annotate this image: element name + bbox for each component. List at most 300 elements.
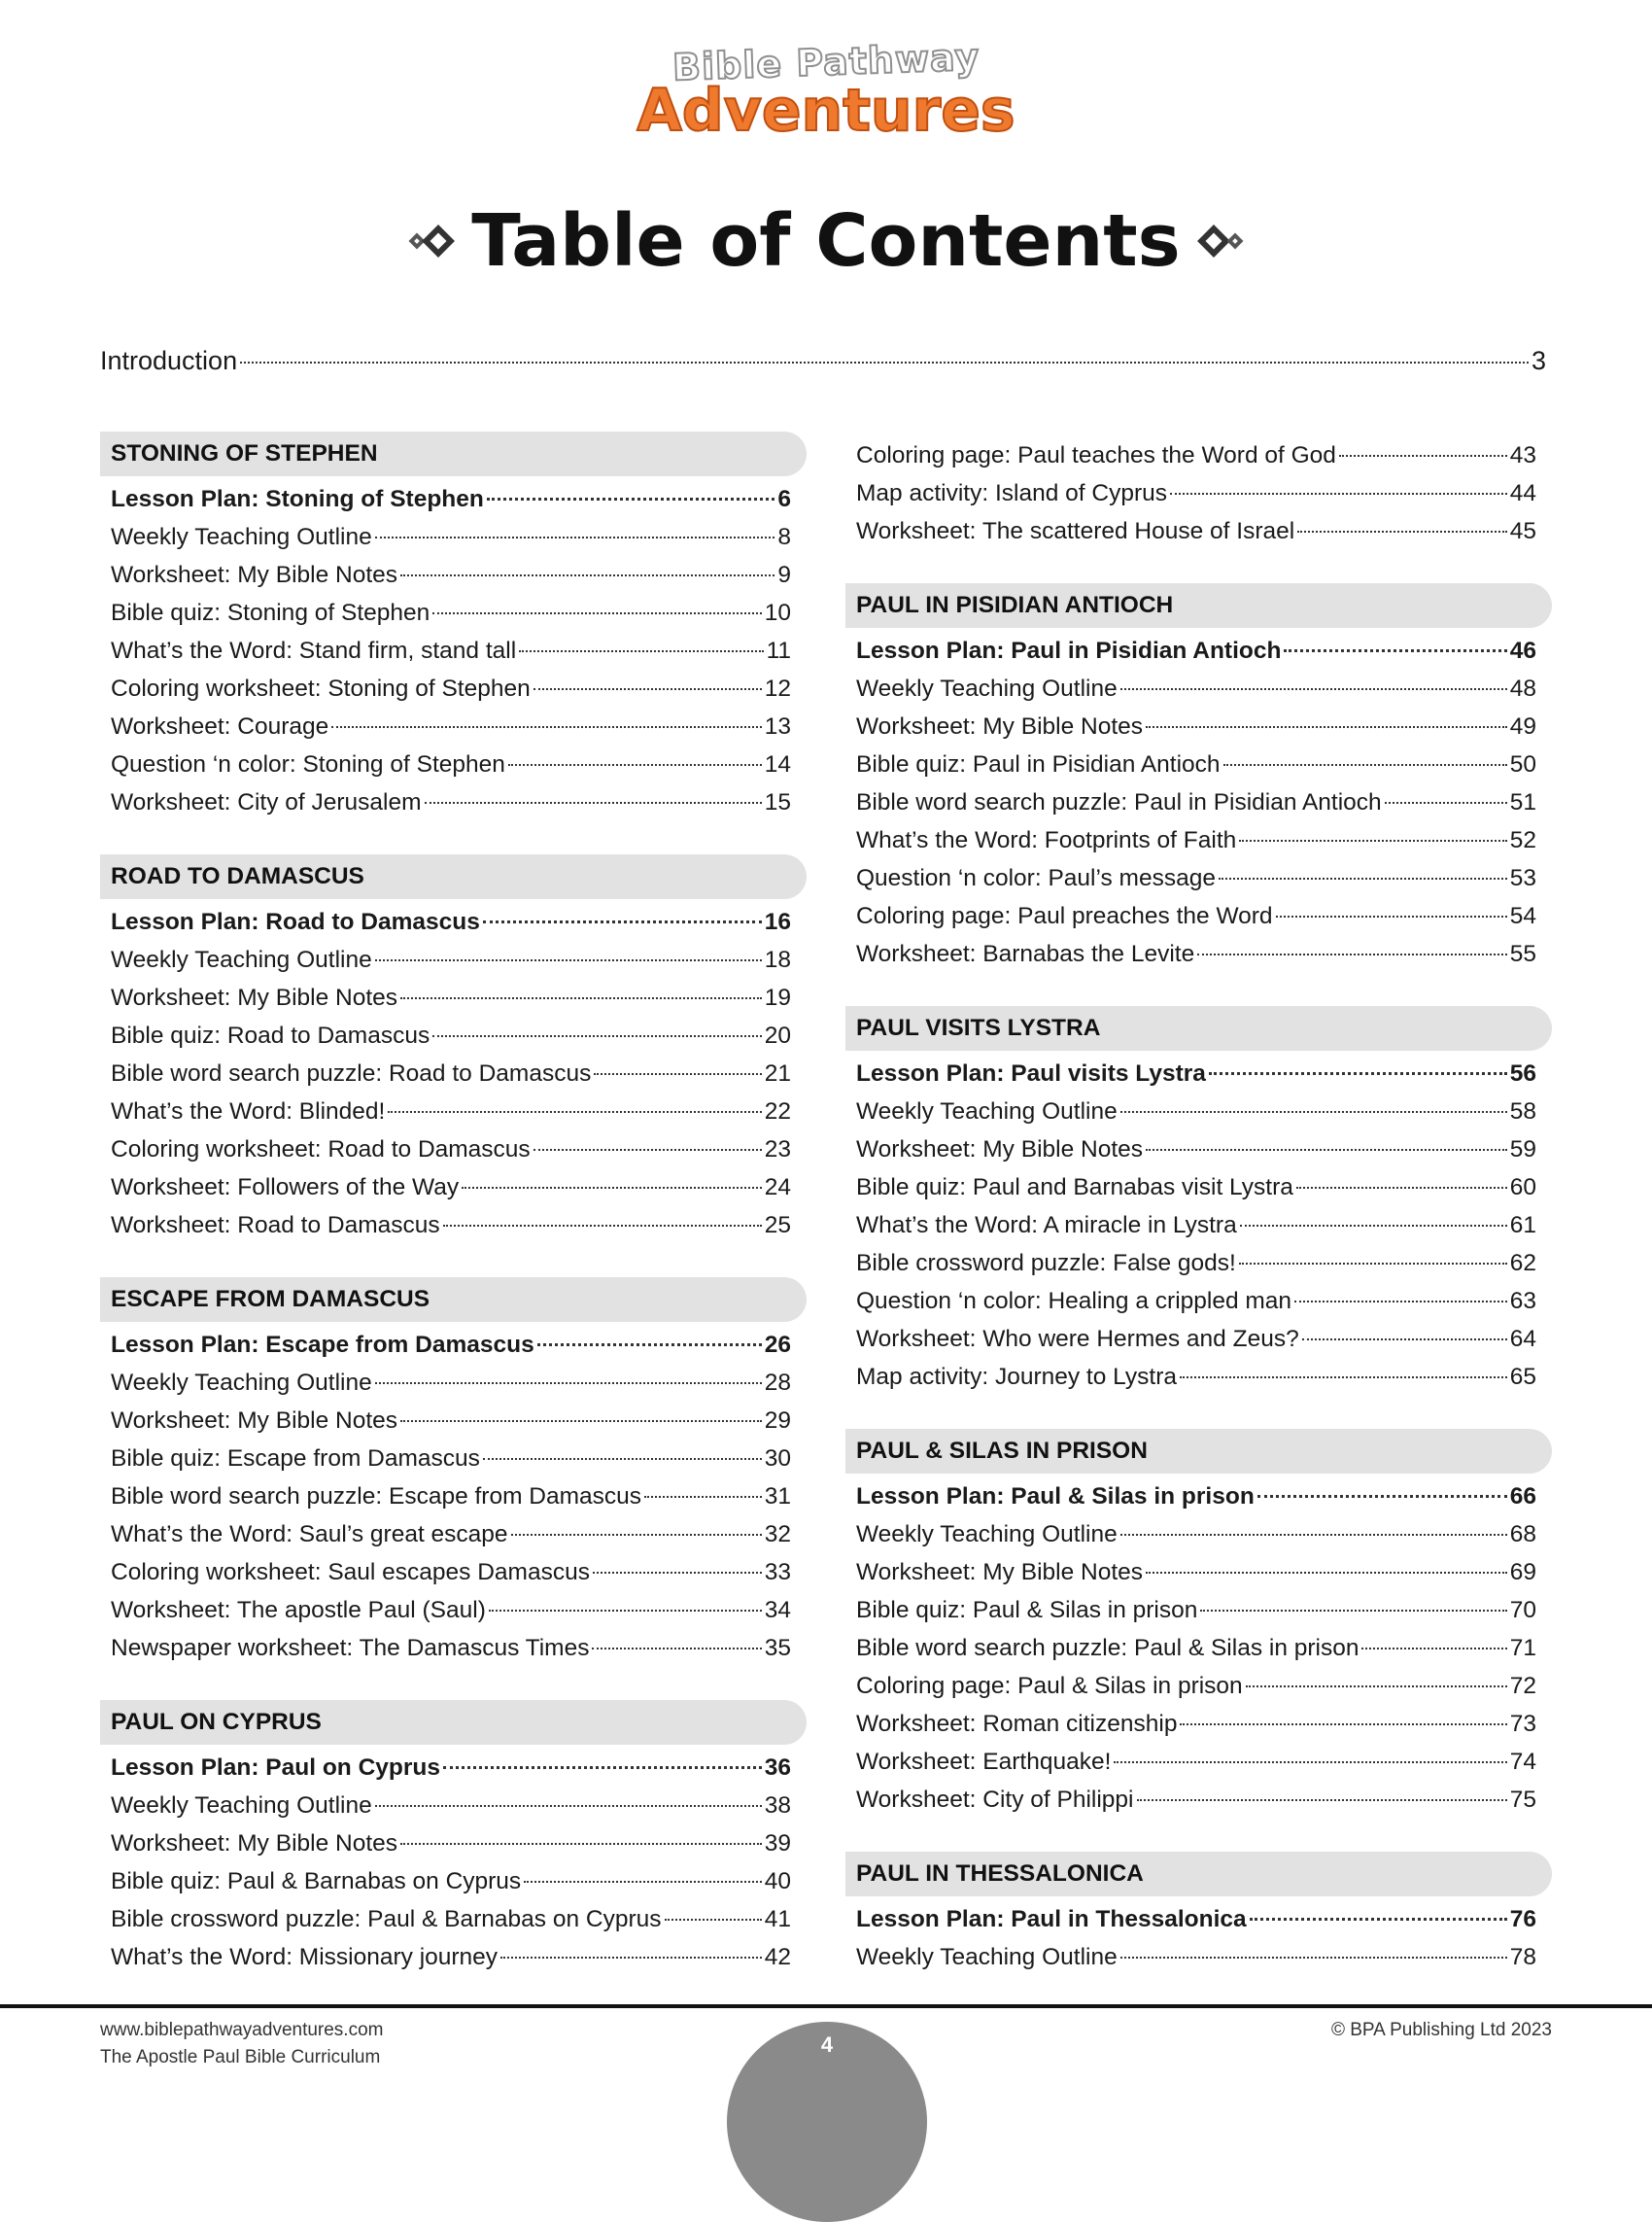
toc-entry-label: Question ‘n color: Healing a crippled man bbox=[856, 1288, 1292, 1314]
toc-entry[interactable] bbox=[111, 1477, 791, 1515]
toc-entry[interactable] bbox=[111, 556, 791, 594]
toc-entry-label: Bible quiz: Stoning of Stephen bbox=[111, 600, 430, 626]
toc-entry-page: 53 bbox=[1509, 865, 1536, 891]
toc-entry[interactable] bbox=[111, 1553, 791, 1591]
dot-leader bbox=[1302, 1338, 1507, 1340]
toc-section bbox=[845, 1852, 1552, 1976]
toc-entry-label: Coloring worksheet: Saul escapes Damascus bbox=[111, 1559, 590, 1585]
dot-leader bbox=[240, 362, 1529, 364]
dot-leader bbox=[1339, 455, 1507, 457]
toc-entry[interactable] bbox=[856, 512, 1536, 550]
toc-section bbox=[100, 1277, 807, 1667]
toc-entry-label: Lesson Plan: Paul on Cyprus bbox=[111, 1754, 440, 1781]
toc-entry-page: 11 bbox=[766, 638, 791, 664]
dot-leader bbox=[400, 1420, 762, 1422]
toc-entry-page: 55 bbox=[1509, 941, 1536, 967]
toc-entry-page: 9 bbox=[777, 562, 791, 588]
toc-entry-page: 71 bbox=[1509, 1635, 1536, 1661]
toc-entry-label: Worksheet: My Bible Notes bbox=[856, 1136, 1144, 1163]
toc-entry-label: What’s the Word: Footprints of Faith bbox=[856, 827, 1237, 853]
toc-entry-label: Worksheet: Road to Damascus bbox=[111, 1212, 440, 1238]
toc-entry[interactable] bbox=[856, 1515, 1536, 1553]
toc-entry[interactable] bbox=[856, 1938, 1536, 1976]
footer-website[interactable]: www.biblepathwayadventures.com bbox=[100, 2020, 384, 2040]
dot-leader bbox=[537, 1343, 762, 1346]
dot-leader bbox=[1120, 1111, 1507, 1113]
toc-entry[interactable] bbox=[856, 783, 1536, 821]
lesson-plan-entry[interactable] bbox=[111, 1749, 791, 1787]
dot-leader bbox=[1200, 1610, 1506, 1612]
toc-entry[interactable] bbox=[856, 1282, 1536, 1320]
toc-entry[interactable] bbox=[111, 1862, 791, 1900]
dot-leader bbox=[1180, 1723, 1506, 1725]
toc-entry[interactable] bbox=[111, 1364, 791, 1402]
toc-entry-page: 54 bbox=[1509, 903, 1536, 929]
toc-entry-page: 12 bbox=[764, 676, 791, 702]
dot-leader bbox=[1294, 1301, 1507, 1302]
toc-entry-label: Weekly Teaching Outline bbox=[111, 1792, 372, 1819]
toc-entry[interactable] bbox=[111, 1440, 791, 1477]
toc-entry-page: 48 bbox=[1509, 676, 1536, 702]
toc-entry[interactable] bbox=[856, 708, 1536, 746]
dot-leader bbox=[592, 1648, 761, 1649]
dot-leader bbox=[1209, 1072, 1507, 1075]
section-heading: PAUL & SILAS IN PRISON bbox=[845, 1429, 1552, 1474]
dot-leader bbox=[1120, 688, 1507, 690]
toc-entry-page: 56 bbox=[1509, 1060, 1536, 1087]
toc-entry[interactable] bbox=[856, 897, 1536, 935]
toc-entry-label: Weekly Teaching Outline bbox=[111, 1370, 372, 1396]
toc-entry-page: 45 bbox=[1509, 518, 1536, 544]
toc-entry-page: 18 bbox=[764, 947, 791, 973]
toc-entry-label: Worksheet: Barnabas the Levite bbox=[856, 941, 1195, 967]
toc-entry[interactable] bbox=[856, 1168, 1536, 1206]
toc-entry-label: Bible quiz: Paul & Barnabas on Cyprus bbox=[111, 1868, 522, 1894]
toc-entry-label: Worksheet: Courage bbox=[111, 713, 329, 740]
toc-entry-page: 78 bbox=[1509, 1944, 1536, 1970]
toc-entry[interactable] bbox=[111, 1591, 791, 1629]
toc-entry-page: 28 bbox=[764, 1370, 791, 1396]
dot-leader bbox=[1219, 878, 1507, 880]
dot-leader bbox=[375, 959, 762, 961]
toc-entry-label: What’s the Word: Blinded! bbox=[111, 1098, 386, 1125]
toc-entry-label: Coloring page: Paul & Silas in prison bbox=[856, 1673, 1243, 1699]
toc-entry[interactable] bbox=[856, 746, 1536, 783]
toc-entry[interactable] bbox=[100, 341, 1546, 380]
toc-entry-page: 38 bbox=[764, 1792, 791, 1819]
toc-entry[interactable] bbox=[111, 1402, 791, 1440]
toc-entry[interactable] bbox=[111, 1055, 791, 1093]
toc-entry-page: 73 bbox=[1509, 1711, 1536, 1737]
dot-leader bbox=[400, 1843, 762, 1845]
lesson-plan-entry[interactable] bbox=[856, 1477, 1536, 1515]
dot-leader bbox=[1276, 916, 1507, 918]
right-column bbox=[845, 436, 1552, 2009]
page-number: 4 bbox=[820, 2032, 834, 2057]
dot-leader bbox=[331, 726, 761, 728]
toc-entry-page: 13 bbox=[764, 713, 791, 740]
toc-entry-page: 10 bbox=[764, 600, 791, 626]
toc-entry-page: 72 bbox=[1509, 1673, 1536, 1699]
toc-entry[interactable] bbox=[111, 708, 791, 746]
section-heading: ROAD TO DAMASCUS bbox=[100, 854, 807, 899]
toc-entry-label: Weekly Teaching Outline bbox=[856, 1521, 1118, 1547]
left-diamond-ornament-icon bbox=[411, 229, 450, 253]
toc-entry-label: Lesson Plan: Escape from Damascus bbox=[111, 1332, 534, 1358]
toc-entry-page: 34 bbox=[764, 1597, 791, 1623]
dot-leader bbox=[1284, 649, 1506, 652]
dot-leader bbox=[432, 612, 761, 614]
dot-leader bbox=[1114, 1761, 1506, 1763]
toc-entry-label: Worksheet: Who were Hermes and Zeus? bbox=[856, 1326, 1299, 1352]
dot-leader bbox=[1361, 1648, 1506, 1649]
toc-entry[interactable] bbox=[111, 1515, 791, 1553]
section-heading: PAUL IN PISIDIAN ANTIOCH bbox=[845, 583, 1552, 628]
toc-entry-label: Worksheet: My Bible Notes bbox=[856, 1559, 1144, 1585]
toc-entry-page: 39 bbox=[764, 1830, 791, 1857]
dot-leader bbox=[1137, 1799, 1507, 1801]
dot-leader bbox=[375, 537, 775, 538]
dot-leader bbox=[443, 1766, 762, 1769]
toc-entry-page: 44 bbox=[1509, 480, 1536, 506]
page-title: Table of Contents bbox=[471, 199, 1181, 283]
lesson-plan-entry[interactable] bbox=[111, 903, 791, 941]
toc-entry-label: Worksheet: The scattered House of Israel bbox=[856, 518, 1295, 544]
dot-leader bbox=[500, 1957, 762, 1959]
toc-entry-label: What’s the Word: A miracle in Lystra bbox=[856, 1212, 1237, 1238]
toc-entry[interactable] bbox=[856, 1320, 1536, 1358]
toc-entry-label: Worksheet: City of Philippi bbox=[856, 1787, 1134, 1813]
toc-entry[interactable] bbox=[856, 1743, 1536, 1781]
dot-leader bbox=[432, 1035, 762, 1037]
dot-leader bbox=[1239, 1263, 1507, 1265]
toc-entry-label: Weekly Teaching Outline bbox=[856, 1098, 1118, 1125]
section-entries bbox=[100, 903, 807, 1244]
dot-leader bbox=[1239, 840, 1506, 842]
toc-entry-page: 52 bbox=[1509, 827, 1536, 853]
toc-entry[interactable] bbox=[856, 1553, 1536, 1591]
toc-entry-label: Coloring worksheet: Road to Damascus bbox=[111, 1136, 531, 1163]
toc-entry-page: 30 bbox=[764, 1445, 791, 1472]
toc-entry-label: Worksheet: Followers of the Way bbox=[111, 1174, 460, 1200]
logo-line-1: Bible Pathway bbox=[671, 35, 981, 89]
toc-entry-label: Bible word search puzzle: Paul & Silas in prison bbox=[856, 1635, 1359, 1661]
toc-entry-label: Bible word search puzzle: Road to Damascus bbox=[111, 1060, 592, 1087]
dot-leader bbox=[524, 1881, 762, 1883]
toc-entry-label: Lesson Plan: Stoning of Stephen bbox=[111, 486, 484, 512]
toc-entry[interactable] bbox=[111, 1206, 791, 1244]
section-entries bbox=[100, 1749, 807, 1976]
toc-entry-label: Bible word search puzzle: Paul in Pisidian Antioch bbox=[856, 789, 1382, 816]
toc-entry[interactable] bbox=[111, 1093, 791, 1130]
section-entries bbox=[845, 632, 1552, 973]
publisher-logo bbox=[0, 35, 1652, 145]
toc-entry-page: 63 bbox=[1509, 1288, 1536, 1314]
toc-entry-label: Lesson Plan: Road to Damascus bbox=[111, 909, 480, 935]
toc-entry-label: Worksheet: My Bible Notes bbox=[111, 1407, 398, 1434]
toc-entry-label: Weekly Teaching Outline bbox=[111, 947, 372, 973]
toc-entry[interactable] bbox=[111, 594, 791, 632]
toc-entry-label: Bible quiz: Paul and Barnabas visit Lystra bbox=[856, 1174, 1293, 1200]
toc-entry-page: 26 bbox=[764, 1332, 791, 1358]
dot-leader bbox=[1297, 531, 1507, 533]
toc-entry[interactable] bbox=[856, 935, 1536, 973]
toc-entry[interactable] bbox=[856, 1358, 1536, 1396]
toc-entry-page: 70 bbox=[1509, 1597, 1536, 1623]
toc-entry-page: 66 bbox=[1509, 1483, 1536, 1510]
dot-leader bbox=[425, 802, 762, 804]
toc-entry-label: Newspaper worksheet: The Damascus Times bbox=[111, 1635, 590, 1661]
toc-entry[interactable] bbox=[111, 941, 791, 979]
toc-entry-page: 24 bbox=[764, 1174, 791, 1200]
toc-entry-page: 59 bbox=[1509, 1136, 1536, 1163]
toc-entry-label: Bible crossword puzzle: False gods! bbox=[856, 1250, 1236, 1276]
toc-entry-label: Question ‘n color: Stoning of Stephen bbox=[111, 751, 505, 778]
toc-entry-label: Worksheet: City of Jerusalem bbox=[111, 789, 422, 816]
toc-entry-page: 50 bbox=[1509, 751, 1536, 778]
toc-entry[interactable] bbox=[111, 1938, 791, 1976]
dot-leader bbox=[511, 1534, 762, 1536]
section-heading: PAUL ON CYPRUS bbox=[100, 1700, 807, 1745]
toc-section bbox=[845, 436, 1552, 550]
section-entries bbox=[845, 1477, 1552, 1819]
section-heading: PAUL IN THESSALONICA bbox=[845, 1852, 1552, 1896]
toc-entry[interactable] bbox=[856, 859, 1536, 897]
toc-entry[interactable] bbox=[856, 670, 1536, 708]
page-number-badge bbox=[727, 2022, 927, 2222]
toc-entry[interactable] bbox=[111, 1787, 791, 1824]
toc-entry-label: Question ‘n color: Paul’s message bbox=[856, 865, 1216, 891]
toc-entry-label: Bible quiz: Escape from Damascus bbox=[111, 1445, 480, 1472]
toc-entry-page: 3 bbox=[1531, 346, 1546, 375]
section-heading: ESCAPE FROM DAMASCUS bbox=[100, 1277, 807, 1322]
dot-leader bbox=[533, 1149, 762, 1151]
toc-entry[interactable] bbox=[111, 518, 791, 556]
dot-leader bbox=[1223, 764, 1507, 766]
toc-entry-page: 64 bbox=[1509, 1326, 1536, 1352]
footer-left bbox=[100, 2017, 384, 2071]
toc-entry[interactable] bbox=[856, 436, 1536, 474]
dot-leader bbox=[443, 1225, 762, 1227]
dot-leader bbox=[1146, 1572, 1507, 1574]
toc-entry[interactable] bbox=[856, 1705, 1536, 1743]
toc-entry-label: Worksheet: My Bible Notes bbox=[111, 985, 398, 1011]
dot-leader bbox=[400, 574, 774, 576]
toc-entry-page: 41 bbox=[764, 1906, 791, 1932]
toc-entry-label: Bible quiz: Road to Damascus bbox=[111, 1023, 430, 1049]
lesson-plan-entry[interactable] bbox=[111, 1326, 791, 1364]
toc-entry[interactable] bbox=[856, 1244, 1536, 1282]
toc-entry[interactable] bbox=[856, 1781, 1536, 1819]
dot-leader bbox=[508, 764, 762, 766]
dot-leader bbox=[1257, 1495, 1507, 1498]
section-entries bbox=[845, 1900, 1552, 1976]
toc-entry-page: 14 bbox=[764, 751, 791, 778]
toc-entry[interactable] bbox=[111, 979, 791, 1017]
toc-entry-label: Bible quiz: Paul & Silas in prison bbox=[856, 1597, 1198, 1623]
dot-leader bbox=[594, 1073, 761, 1075]
dot-leader bbox=[519, 650, 763, 652]
toc-entry-page: 46 bbox=[1509, 638, 1536, 664]
toc-entry[interactable] bbox=[111, 1168, 791, 1206]
lesson-plan-entry[interactable] bbox=[856, 1900, 1536, 1938]
toc-entry-page: 74 bbox=[1509, 1749, 1536, 1775]
toc-entry-label: Lesson Plan: Paul & Silas in prison bbox=[856, 1483, 1255, 1510]
toc-entry-page: 62 bbox=[1509, 1250, 1536, 1276]
toc-entry-label: Worksheet: Earthquake! bbox=[856, 1749, 1112, 1775]
toc-section bbox=[845, 583, 1552, 973]
dot-leader bbox=[487, 498, 775, 501]
dot-leader bbox=[1197, 954, 1507, 955]
toc-entry-label: Introduction bbox=[100, 346, 238, 375]
toc-section bbox=[100, 854, 807, 1244]
toc-entry-label: What’s the Word: Saul’s great escape bbox=[111, 1521, 508, 1547]
toc-entry-label: Lesson Plan: Paul visits Lystra bbox=[856, 1060, 1206, 1087]
toc-entry-label: Map activity: Island of Cyprus bbox=[856, 480, 1167, 506]
toc-entry-page: 16 bbox=[764, 909, 791, 935]
toc-entry[interactable] bbox=[111, 1824, 791, 1862]
toc-entry-page: 25 bbox=[764, 1212, 791, 1238]
toc-entry-page: 23 bbox=[764, 1136, 791, 1163]
logo-line-2: Adventures bbox=[637, 77, 1015, 145]
toc-entry-page: 31 bbox=[764, 1483, 791, 1510]
toc-entry-page: 6 bbox=[777, 486, 791, 512]
toc-entry-label: Coloring worksheet: Stoning of Stephen bbox=[111, 676, 531, 702]
toc-entry-page: 51 bbox=[1509, 789, 1536, 816]
dot-leader bbox=[489, 1610, 762, 1612]
dot-leader bbox=[1250, 1918, 1507, 1921]
dot-leader bbox=[644, 1496, 762, 1498]
toc-entry[interactable] bbox=[856, 1629, 1536, 1667]
toc-entry-page: 36 bbox=[764, 1754, 791, 1781]
section-entries bbox=[100, 1326, 807, 1667]
toc-entry-page: 22 bbox=[764, 1098, 791, 1125]
dot-leader bbox=[483, 1458, 762, 1460]
toc-section bbox=[100, 432, 807, 821]
toc-entry[interactable] bbox=[856, 1591, 1536, 1629]
dot-leader bbox=[375, 1382, 762, 1384]
section-entries bbox=[845, 1055, 1552, 1396]
toc-entry-page: 19 bbox=[764, 985, 791, 1011]
toc-entry[interactable] bbox=[111, 1017, 791, 1055]
dot-leader bbox=[375, 1805, 762, 1807]
dot-leader bbox=[1170, 493, 1507, 495]
section-entries bbox=[845, 436, 1552, 550]
dot-leader bbox=[1146, 726, 1507, 728]
toc-entry-page: 21 bbox=[764, 1060, 791, 1087]
section-heading: STONING OF STEPHEN bbox=[100, 432, 807, 476]
toc-entry-label: Weekly Teaching Outline bbox=[856, 1944, 1118, 1970]
toc-entry-page: 42 bbox=[764, 1944, 791, 1970]
toc-entry-page: 75 bbox=[1509, 1787, 1536, 1813]
dot-leader bbox=[1180, 1376, 1507, 1378]
dot-leader bbox=[1146, 1149, 1507, 1151]
lesson-plan-entry[interactable] bbox=[856, 1055, 1536, 1093]
dot-leader bbox=[400, 997, 762, 999]
dot-leader bbox=[1246, 1685, 1507, 1687]
toc-entry[interactable] bbox=[856, 1667, 1536, 1705]
introduction-entry bbox=[100, 341, 1546, 380]
toc-entry-page: 20 bbox=[764, 1023, 791, 1049]
dot-leader bbox=[665, 1919, 762, 1921]
toc-entry-page: 40 bbox=[764, 1868, 791, 1894]
dot-leader bbox=[1296, 1187, 1507, 1189]
toc-entry-page: 49 bbox=[1509, 713, 1536, 740]
toc-entry[interactable] bbox=[856, 1206, 1536, 1244]
toc-entry-label: What’s the Word: Stand firm, stand tall bbox=[111, 638, 517, 664]
toc-entry-label: Worksheet: The apostle Paul (Saul) bbox=[111, 1597, 486, 1623]
title-block bbox=[0, 199, 1652, 283]
section-heading: PAUL VISITS LYSTRA bbox=[845, 1006, 1552, 1051]
toc-entry-label: Worksheet: My Bible Notes bbox=[111, 562, 398, 588]
toc-entry-label: Bible crossword puzzle: Paul & Barnabas on Cyprus bbox=[111, 1906, 662, 1932]
toc-entry-page: 76 bbox=[1509, 1906, 1536, 1932]
toc-entry[interactable] bbox=[111, 1900, 791, 1938]
toc-entry[interactable] bbox=[856, 821, 1536, 859]
toc-entry-page: 15 bbox=[764, 789, 791, 816]
toc-section bbox=[100, 1700, 807, 1976]
toc-entry-label: Coloring page: Paul teaches the Word of God bbox=[856, 442, 1336, 469]
lesson-plan-entry[interactable] bbox=[111, 480, 791, 518]
toc-entry-label: Weekly Teaching Outline bbox=[856, 676, 1118, 702]
dot-leader bbox=[388, 1111, 761, 1113]
dot-leader bbox=[593, 1572, 762, 1574]
toc-entry-label: Weekly Teaching Outline bbox=[111, 524, 372, 550]
toc-entry-page: 43 bbox=[1509, 442, 1536, 469]
toc-entry-label: Worksheet: My Bible Notes bbox=[856, 713, 1144, 740]
toc-entry-page: 35 bbox=[764, 1635, 791, 1661]
toc-entry-label: Coloring page: Paul preaches the Word bbox=[856, 903, 1273, 929]
toc-entry-label: Lesson Plan: Paul in Thessalonica bbox=[856, 1906, 1247, 1932]
toc-entry[interactable] bbox=[111, 1130, 791, 1168]
toc-entry-page: 8 bbox=[777, 524, 791, 550]
dot-leader bbox=[1385, 802, 1507, 804]
toc-entry[interactable] bbox=[111, 1629, 791, 1667]
toc-entry-label: What’s the Word: Missionary journey bbox=[111, 1944, 499, 1970]
toc-entry-label: Lesson Plan: Paul in Pisidian Antioch bbox=[856, 638, 1282, 664]
toc-entry[interactable] bbox=[111, 632, 791, 670]
left-column bbox=[100, 432, 807, 2009]
dot-leader bbox=[462, 1187, 762, 1189]
toc-section bbox=[845, 1429, 1552, 1819]
toc-entry-label: Worksheet: Roman citizenship bbox=[856, 1711, 1178, 1737]
toc-entry[interactable] bbox=[111, 783, 791, 821]
toc-entry-label: Bible quiz: Paul in Pisidian Antioch bbox=[856, 751, 1221, 778]
toc-entry-page: 58 bbox=[1509, 1098, 1536, 1125]
toc-entry-page: 60 bbox=[1509, 1174, 1536, 1200]
toc-entry[interactable] bbox=[856, 474, 1536, 512]
section-entries bbox=[100, 480, 807, 821]
toc-entry-page: 33 bbox=[764, 1559, 791, 1585]
footer-copyright: © BPA Publishing Ltd 2023 bbox=[1330, 2020, 1552, 2040]
toc-entry[interactable] bbox=[856, 1093, 1536, 1130]
toc-entry[interactable] bbox=[856, 1130, 1536, 1168]
footer-book-title: The Apostle Paul Bible Curriculum bbox=[100, 2047, 381, 2067]
dot-leader bbox=[1120, 1957, 1507, 1959]
toc-entry-page: 29 bbox=[764, 1407, 791, 1434]
toc-entry-label: Worksheet: My Bible Notes bbox=[111, 1830, 398, 1857]
footer-divider bbox=[0, 2004, 1652, 2008]
toc-entry[interactable] bbox=[111, 746, 791, 783]
lesson-plan-entry[interactable] bbox=[856, 632, 1536, 670]
toc-section bbox=[845, 1006, 1552, 1396]
toc-entry-page: 65 bbox=[1509, 1364, 1536, 1390]
toc-entry-label: Bible word search puzzle: Escape from Damascus bbox=[111, 1483, 642, 1510]
dot-leader bbox=[533, 688, 762, 690]
toc-entry[interactable] bbox=[111, 670, 791, 708]
toc-entry-page: 61 bbox=[1509, 1212, 1536, 1238]
dot-leader bbox=[483, 920, 762, 923]
